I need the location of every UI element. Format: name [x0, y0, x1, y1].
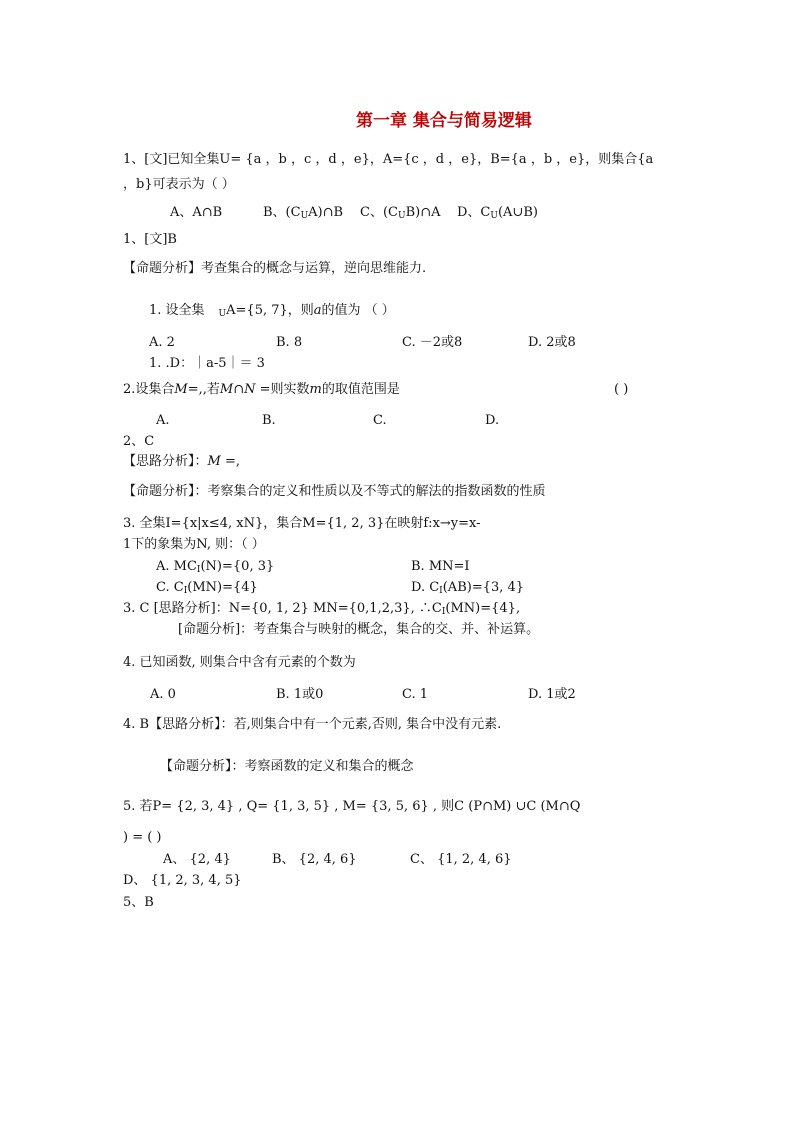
q5-option-c: C、 {1, 2, 4, 6}	[410, 852, 512, 867]
q3-answer: 3. C [思路分析]：N={0, 1, 2} MN={0,1,2,3}, $\therefore C_I(MN)=\{4\}$,	[123, 601, 521, 617]
q5-line1: 5. 若P= {2, 3, 4} , Q= {1, 3, 5} , M= {3, 5, 6} , 则C (P∩M) ∪C (M∩Q	[123, 799, 581, 814]
q1-answer: 1、[文]B	[123, 232, 177, 247]
q5-line2: ) = ( )	[123, 830, 162, 845]
q5-answer: 5、B	[123, 895, 154, 910]
q2-option-b: B.	[262, 413, 276, 428]
q1-option-c: C、$(C_UB)\cap A$	[360, 205, 441, 221]
qset-option-c: C. －2或8	[402, 335, 463, 350]
q4-option-c: C. 1	[402, 687, 429, 702]
q5-option-d: D、 {1, 2, 3, 4, 5}	[123, 873, 242, 888]
q3-option-c: C. $C_I(MN)=\{4\}$	[156, 580, 258, 596]
q4-analysis: 【命题分析】：考察函数的定义和集合的概念	[160, 759, 414, 774]
qset-option-b: B. 8	[276, 335, 303, 350]
q2-answer: 2、C	[123, 434, 155, 449]
q2-option-c: C.	[373, 413, 387, 428]
q4-answer: 4. B【思路分析】：若,则集合中有一个元素,否则, 集合中没有元素.	[123, 717, 502, 732]
q2-line: 2.设集合M=,,若M∩N =则实数m的取值范围是	[123, 382, 400, 397]
q1-option-a: A、A∩B	[170, 205, 223, 220]
q1-line2: ，b}可表示为（ ）	[123, 177, 235, 192]
chapter-title: 第一章 集合与简易逻辑	[356, 111, 532, 131]
q4-option-a: A. 0	[150, 687, 176, 702]
q2-analysis: 【命题分析】：考察集合的定义和性质以及不等式的解法的指数函数的性质	[123, 484, 546, 499]
qset-option-a: A. 2	[149, 335, 175, 350]
qset-line: 1. 设全集 $_U$A={5, 7}，则a的值为 （ ）	[149, 303, 395, 319]
q2-thinking: 【思路分析】：M =,	[123, 454, 240, 469]
q1-option-d: D、$C_U(A\cup B)$	[457, 205, 538, 221]
q1-line1: 1、[文]已知全集U= {a ，b ，c ，d ，e}，A={c ，d ，e}，B={a ，b ，e}，则集合{a	[123, 152, 654, 167]
q5-option-b: B、 {2, 4, 6}	[272, 852, 357, 867]
q5-option-a: A、 {2, 4}	[163, 852, 231, 867]
q4-line1: 4. 已知函数, 则集合中含有元素的个数为	[123, 655, 356, 670]
q3-analysis: [命题分析]：考查集合与映射的概念，集合的交、并、补运算。	[178, 622, 540, 637]
q2-answer-paren: ( )	[614, 382, 629, 397]
qset-answer: 1. .D：｜a-5｜＝ 3	[149, 356, 265, 371]
q1-option-b: B、$(C_UA)\cap B$	[263, 205, 344, 221]
q3-option-d: D. $C_I(AB)=\{3$, 4}	[411, 580, 525, 596]
q3-option-b: B. MN=I	[411, 559, 470, 574]
q2-option-d: D.	[485, 413, 500, 428]
qset-option-d: D. 2或8	[528, 335, 576, 350]
q2-option-a: A.	[156, 413, 170, 428]
q3-line1: 3. 全集I={x|x≤4, xN}，集合M={1, 2, 3}在映射f:x→y=x-	[123, 516, 481, 531]
q4-option-d: D. 1或2	[528, 687, 576, 702]
q3-option-a: A. $MC_I(N)=\{0$, 3}	[156, 559, 275, 575]
q3-line2: 1下的象集为N, 则：（ ）	[123, 537, 265, 552]
q4-option-b: B. 1或0	[276, 687, 324, 702]
q1-analysis: 【命题分析】考查集合的概念与运算，逆向思维能力.	[123, 261, 427, 276]
